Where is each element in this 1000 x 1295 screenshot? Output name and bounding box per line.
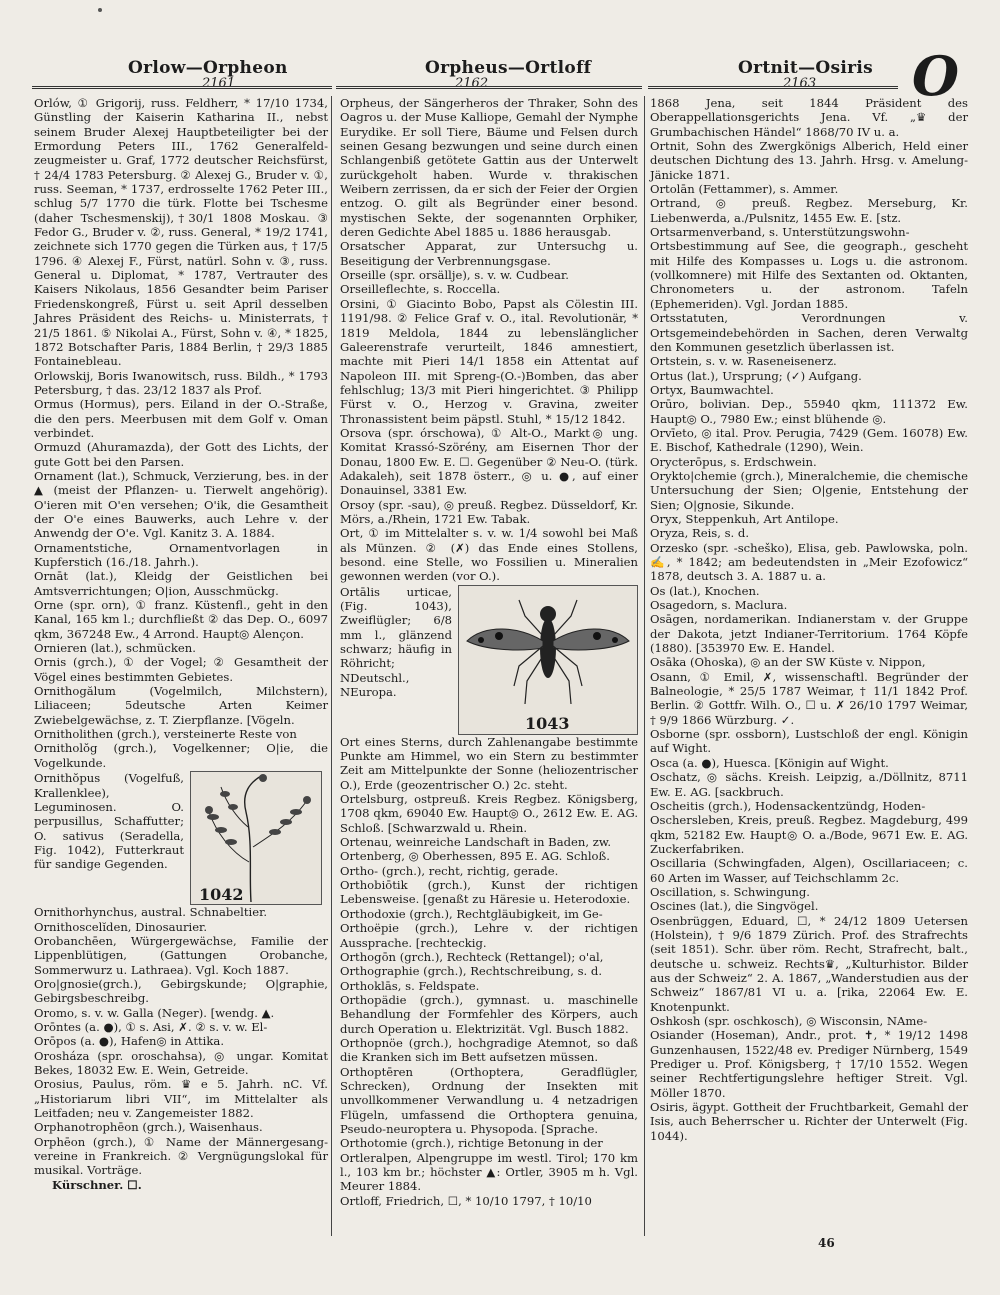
entry-orthographie: Orthographie (grch.), Rechtschreibung, s. d.: [340, 964, 603, 979]
entry-osca: Osca (a. ●), Huesca. [Königin auf Wight.: [650, 755, 889, 770]
column-center: [340, 96, 638, 1208]
right-page-number: 2163: [783, 76, 817, 91]
entry-orthopteren: Orthoptēren (Orthoptera, Geradflügler, Schrecken), Ordnung der Insekten mit unvollkommener Verwandlung u. 4 netzadrigen Flügeln, umfassend die Orthoptera genuina, Pseudo-neuroptera u. Physopoda. [Sprache.: [340, 1064, 638, 1136]
entry-orsoy: Orsoy (spr. -sau), ◎ preuß. Regbez. Düsseldorf, Kr. Mörs, a./Rhein, 1721 Ew. Tabak.: [340, 497, 638, 526]
entry-ornieren: Ornieren (lat.), schmücken.: [34, 641, 196, 656]
left-page-number: 2161: [202, 76, 236, 91]
entry-orycteropus: Orycterōpus, s. Erdschwein.: [650, 454, 817, 469]
entry-osagedorn: Osagedorn, s. Maclura.: [650, 598, 788, 613]
entry-ornament: Ornament (lat.), Schmuck, Verzierung, bes. in der ▲ (meist der Pflanzen- u. Tierwelt angehörig). O'ieren mit O'en versehen; O'ik, die Gesamtheit der O'e eines Bauwerks, auch Lehre v. der Anwendg der O'e. Vgl. Kanitz 3. A. 1884.: [34, 468, 328, 541]
entry-orontes: Orōntes (a. ●), ① s. Asi, ✗. ② s. v. w. El-: [34, 1019, 268, 1034]
entry-orthoepie: Orthoëpie (grch.), Lehre v. der richtigen Aussprache. [rechteckig.: [340, 921, 638, 950]
entry-ortenau: Ortenau, weinreiche Landschaft in Baden, zw.: [340, 835, 612, 850]
entry-oryx: Oryx, Steppenkuh, Art Antilope.: [650, 511, 839, 526]
entry-ornithopus: Ornithŏpus (Vogelfuß, Krallenklee), Leguminosen. O. perpusillus, Schaffutter; O. sativus (Seradella, Fig. 1042), Futterkraut für sandige Gegenden.: [34, 771, 184, 872]
entry-orseilleflechte: Orseilleflechte, s. Roccella.: [340, 282, 501, 297]
entry-orthobiotik: Orthobiōtik (grch.), Kunst der richtigen Lebensweise. [genaßt zu Häresie u. Heterodoxie.: [340, 878, 638, 907]
entry-ornat: Ornāt (lat.), Kleidg der Geistlichen bei Amtsverrichtungen; O|ion, Ausschmückg.: [34, 569, 328, 598]
page-footer-number: 46: [818, 1236, 835, 1250]
entry-ornitholog: Ornitholŏg (grch.), Vogelkenner; O|ie, die Vogelkunde.: [34, 741, 328, 770]
entry-orthopnoe: Orthopnöe (grch.), hochgradige Atemnot, so daß die Kranken sich im Bett aufsetzen müssen.: [340, 1035, 638, 1065]
entry-ortelsburg: Ortelsburg, ostpreuß. Kreis Regbez. Königsberg, 1708 qkm, 69040 Ew. Haupt◎ O., 2612 Ew. E. AG. Schloß. [Schwarzwald u. Rhein.: [340, 792, 638, 835]
entry-ortrand: Ortrand, ◎ preuß. Regbez. Merseburg, Kr. Liebenwerda, a./Pulsnitz, 1455 Ew. E. [stz.: [650, 196, 968, 225]
entry-ortstein: Ortstein, s. v. w. Raseneisenerz.: [650, 354, 837, 369]
entry-ornis: Ornis (grch.), ① der Vogel; ② Gesamtheit der Vögel eines bestimmten Gebietes.: [34, 655, 328, 684]
entry-oscheitis: Oscheitis (grch.), Hodensackentzündg, Hoden-: [650, 798, 926, 813]
figure-1043-label: 1043: [525, 714, 570, 734]
column-left: [34, 96, 328, 1192]
entry-oryza: Oryza, Reis, s. d.: [650, 526, 750, 541]
entry-ortloff: Ortloff, Friedrich, ☐, * 10/10 1797, † 10/10: [340, 1193, 592, 1208]
entry-orthopaedie: Orthopädie (grch.), gymnast. u. maschinelle Behandlung der Formfehler des Körpers, auch durch Operation u. Elektrizität. Vgl. Busch 1882.: [340, 992, 638, 1036]
entry-ortsarmenverband: Ortsarmenverband, s. Unterstützungswohn-: [650, 225, 910, 240]
column-divider-1: [331, 96, 332, 1236]
figure-1043-ortalis-fly: [458, 585, 638, 735]
entry-ortsstatuten: Ortsstatuten, Verordnungen v. Ortsgemeindebehörden in Sachen, deren Verwaltg den Kommunen gesetzlich überlassen ist.: [650, 311, 968, 354]
entry-orobancheen: Orobanchēen, Würgergewächse, Familie der Lippenblütigen, (Gattungen Orobanche, Sommerwurz u. Lathraea). Vgl. Koch 1887.: [34, 933, 328, 977]
entry-orvieto: Orvīeto, ◎ ital. Prov. Perugia, 7429 (Gem. 16078) Ew. E. Bischof, Kathedrale (1290), Wein.: [650, 425, 968, 455]
right-running-head: Ortnit—Osiris: [738, 58, 874, 78]
entry-orthoklas: Orthoklās, s. Feldspate.: [340, 978, 480, 993]
entry-ort: Ort, ① im Mittelalter s. v. w. 1/4 sowohl bei Maß als Münzen. ② (✗) das Ende eines Stollens, besond. eine Stelle, wo Fossilien u. Mineralien gewonnen werden (vor O.).: [340, 526, 638, 584]
entry-ornithogalum: Ornithogălum (Vogelmilch, Milchstern), Liliaceen; 5deutsche Arten Keimer Zwiebelgewächse, z. T. Zierpflanze. [Vögeln.: [34, 684, 328, 727]
entry-oschersleben: Oschersleben, Kreis, preuß. Regbez. Magdeburg, 499 qkm, 52182 Ew. Haupt◎ O. a./Bode, 9671 Ew. E. AG. Zuckerfabriken.: [650, 813, 968, 856]
column-right: [650, 96, 968, 1143]
center-running-head: Orpheus—Ortloff: [425, 58, 592, 78]
entry-ortnit: Ortnit, Sohn des Zwergkönigs Alberich, Held einer deutschen Dichtung des 13. Jahrh. Hrsg. v. Amelung-Jänicke 1871.: [650, 139, 968, 182]
entry-oshkosh: Oshkosh (spr. oschkosch), ◎ Wisconsin, NAme-: [650, 1014, 928, 1028]
entry-oroshaza: Orosháza (spr. oroschahsa), ◎ ungar. Komitat Bekes, 18032 Ew. E. Wein, Getreide.: [34, 1048, 328, 1077]
printer-signature: Kürschner. ☐.: [52, 1177, 142, 1192]
entry-oscillaria: Oscillaria (Schwingfaden, Algen), Oscillariaceen; c. 60 Arten im Wasser, auf Teichschlamm 2c.: [650, 856, 968, 885]
entry-ortyx: Ortyx, Baumwachtel.: [650, 382, 774, 397]
entry-orseille: Orseille (spr. orsällje), s. v. w. Cudbear.: [340, 268, 569, 283]
entry-oruro: Orūro, bolivian. Dep., 55940 qkm, 111372 Ew. Haupt◎ O., 7980 Ew.; einst blühende ◎.: [650, 397, 968, 426]
entry-orthodoxie: Orthodoxie (grch.), Rechtgläubigkeit, im Ge-: [340, 906, 603, 921]
entry-ortalis-urticae: Ortālis urticae, (Fig. 1043), Zweiflügler; 6/8 mm l., glänzend schwarz; häufig in Röhricht; NDeutschl., NEuropa.: [340, 584, 452, 700]
entry-orsini: Orsini, ① Giacinto Bobo, Papst als Cölestin III. 1191/98. ② Felice Graf v. O., ital. Revolutionär, * 1819 Meldola, 1844 zu lebenslänglicher Galeerenstrafe verurteilt, 1846 amnestiert, machte mit Pieri 14/1 1858 ein Attentat auf Napoleon III. mit Spreng-(O.-)Bomben, das aber fehlschlug; 13/3 mit Pieri hingerichtet. ③ Philipp Fürst v. O., Herzog v. Gravina, zweiter Thronassistent beim päpstl. Stuhl, * 15/12 1842.: [340, 296, 638, 426]
entry-orlowskij: Orlowskij, Boris Iwanowitsch, russ. Bildh., * 1793 Petersburg, † das. 23/12 1837 als Prof.: [34, 368, 328, 397]
entry-ort-eines-sterns: Ort eines Sterns, durch Zahlenangabe bestimmte Punkte am Himmel, wo ein Stern zu bestimmter Zeit am Mittelpunkte der Sonne (heliozentrischer O.), Erde (geozentrischer O.) 2c. steht.: [340, 734, 638, 792]
header-rule-center: [336, 86, 642, 89]
paper-speck: [98, 8, 102, 12]
entry-orsatscher-apparat: Orsatscher Apparat, zur Untersuchg u. Beseitigung der Verbrennungsgase.: [340, 239, 638, 268]
entry-orlow: Orlów, ① Grigorij, russ. Feldherr, * 17/10 1734, Günstling der Kaiserin Katharina II., nebst seinem Bruder Alexej Hauptbeteiligter bei der Ermordung Peters III., 1762 Generalfeld-zeugmeister u. Graf, 1772 deutscher Reichsfürst, † 24/4 1783 Petersburg. ② Alexej G., Bruder v. ①, russ. Seeman, * 1737, erdrosselte 1762 Peter III., schlug 5/7 1770 die türk. Flotte bei Tschesme (daher Tschesmenskij),†30/1 1808 Moskau. ③ Fedor G., Bruder v. ②, russ. General, * 19/2 1741, zeichnete sich 1770 gegen die Türken aus, † 17/5 1796. ④ Alexej F., Fürst, natürl. Sohn v. ③, russ. General u. Diplomat, * 1787, Vertrauter des Kaisers Nikolaus, 1856 Gesandter beim Pariser Friedenskongreß, Fürst u. seit April desselben Jahres Präsident des Reichs- u. Ministerrats, † 21/5 1861. ⑤ Nikolai A., Fürst, Sohn v. ④, * 1825, 1872 Botschafter Paris, 1884 Berlin, † 29/3 1885 Fontainebleau.: [34, 96, 328, 369]
section-letter: O: [912, 44, 960, 108]
header-rule-right: [648, 86, 898, 89]
entry-ormuzd: Ormuzd (Ahuramazda), der Gott des Lichts, der gute Gott bei den Parsen.: [34, 440, 328, 469]
entry-ortus: Ortus (lat.), Ursprung; (✓) Aufgang.: [650, 368, 862, 383]
entry-ormus: Ormus (Hormus), pers. Eiland in der O.-Straße, die den pers. Meerbusen mit dem Golf v. Oman verbindet.: [34, 397, 328, 440]
header-rule-left: [32, 86, 332, 89]
entry-oscines: Oscines (lat.), die Singvögel.: [650, 899, 819, 914]
entry-ortsbestimmung: Ortsbestimmung auf See, die geograph., gescheht mit Hilfe des Kompasses u. Logs u. die astronom. (vollkomnere) mit Hilfe des Sextanten od. Oktanten, Chronometers u. der astronom. Tafeln (Ephemeriden). Vgl. Jordan 1885.: [650, 239, 968, 311]
entry-oropos: Orōpos (a. ●), Hafen◎ in Attika.: [34, 1034, 225, 1049]
left-running-head: Orlow—Orpheon: [128, 58, 288, 78]
entry-osagen: Osāgen, nordamerikan. Indianerstam v. der Gruppe der Dakota, jetzt Indianer-Territorium. 1764 Köpfe (1880). [353970 Ew. E. Handel.: [650, 612, 968, 656]
entry-orognosie: Oro|gnosie(grch.), Gebirgskunde; O|graphie, Gebirgsbeschreibg.: [34, 976, 328, 1006]
entry-orpheus: Orpheus, der Sängerheros der Thraker, Sohn des Oagros u. der Muse Kalliope, Gemahl der Nymphe Eurydike. Er soll Tiere, Bäume und Felsen durch seinen Gesang bezwungen und seine durch einen Schlangenbiß getötete Gattin aus der Unterwelt zurückgeholt haben. Wurde v. thrakischen Weibern zerrissen, da er sich der Feier der Orgien entzog. O. gilt als Begründer einer besond. mystischen Sekte, der sogenannten Orphiker, deren Gedichte Abel 1885 u. 1886 herausgab.: [340, 96, 638, 240]
entry-ornithosceliden: Ornithoscelĭden, Dinosaurier.: [34, 919, 208, 934]
entry-osiander: Osiander (Hoseman), Andr., prot. ✝, * 19/12 1498 Gunzenhausen, 1522/48 ev. Prediger Nürnberg, 1549 Prediger u. Prof. Königsberg, † 17/10 1552. Wegen seiner Rechtfertigungslehre heftiger Streit. Vgl. Möller 1870.: [650, 1028, 968, 1100]
entry-orosius: Orosius, Paulus, röm. ♛ e 5. Jahrh. nC. Vf. „Historiarum libri VII“, im Mittelalter als Leitfaden; neu v. Zangemeister 1882.: [34, 1077, 328, 1120]
entry-osann: Osann, ① Emil, ✗, wissenschaftl. Begründer der Balneologie, * 25/5 1787 Weimar, † 11/1 1842 Prof. Berlin. ② Gottfr. Wilh. O., ☐ u. ✗ 26/10 1797 Weimar, † 9/9 1866 Würzburg. ✓.: [650, 669, 968, 727]
entry-osenbrueggen: Osenbrüggen, Eduard, ☐, * 24/12 1809 Uetersen (Holstein), † 9/6 1879 Zürich. Prof. des Strafrechts (seit 1851). Schr. über röm. Recht, Strafrecht, balt., deutsche u. schweiz. Rechts♛, „Kulturhistor. Bilder aus der Schweiz“ 2. A. 1867, „Wanderstudien aus der Schweiz“ 1867/81 VI u. a. [rika, 22064 Ew. E. Knotenpunkt.: [650, 913, 968, 1014]
entry-orthogon: Orthogōn (grch.), Rechteck (Rettangel); o'al,: [340, 949, 604, 964]
entry-ornitholithen: Ornitholithen (grch.), versteinerte Reste von: [34, 727, 297, 742]
entry-oryktochemie: Orykto|chemie (grch.), Mineralchemie, die chemische Untersuchung der Sien; O|genie, Entstehung der Sien; O|gnosie, Sikunde.: [650, 468, 968, 512]
figure-1042-label: 1042: [199, 884, 244, 904]
entry-orpheon: Orphēon (grch.), ① Name der Männergesang-vereine in Frankreich. ② Vergnügungslokal für musikal. Vorträge.: [34, 1134, 328, 1178]
entry-ortolan: Ortolān (Fettammer), s. Ammer.: [650, 182, 839, 197]
entry-orsova: Orsova (spr. órschowa), ① Alt-O., Markt◎ ung. Komitat Krassó-Szörény, am Eisernen Thor der Donau, 1800 Ew. E. ☐. Gegenüber ② Neu-O. (türk. Adakaleh), seit 1878 österr., ◎ u. ●, auf einer Donauinsel, 3381 Ew.: [340, 425, 638, 498]
entry-orphanotropheon: Orphanotrophēon (grch.), Waisenhaus.: [34, 1120, 263, 1135]
fly-illustration: [459, 586, 637, 734]
entry-oschatz: Oschatz, ◎ sächs. Kreish. Leipzig, a./Döllnitz, 8711 Ew. E. AG. [sackbruch.: [650, 770, 968, 799]
entry-os: Os (lat.), Knochen.: [650, 583, 760, 598]
entry-osborne: Osborne (spr. ossborn), Lustschloß der engl. Königin auf Wight.: [650, 727, 968, 756]
entry-orzesko: Orzesko (spr. -scheško), Elisa, geb. Pawlowska, poln. ✍, * 1842; am bedeutendsten in „Meir Ezofowicz“ 1878, deutsch 3. A. 1887 u. a.: [650, 540, 968, 584]
entry-oscillation: Oscillation, s. Schwingung.: [650, 884, 810, 899]
entry-ortleralpen: Ortleralpen, Alpengruppe im westl. Tirol; 170 km l., 103 km br.; höchster ▲: Ortler, 3905 m h. Vgl. Meurer 1884.: [340, 1150, 638, 1194]
entry-ortho: Ortho- (grch.), recht, richtig, gerade.: [340, 863, 559, 878]
entry-ornamentstiche: Ornamentstiche, Ornamentvorlagen in Kupferstich (16./18. Jahrh.).: [34, 540, 328, 569]
entry-osiris: Osiris, ägypt. Gottheit der Fruchtbarkeit, Gemahl der Isis, auch Beherrscher u. Richter der Unterwelt (Fig. 1044).: [650, 1100, 968, 1143]
entry-orne: Orne (spr. orn), ① franz. Küstenfl., geht in den Kanal, 165 km l.; durchfließt ② das Dep. O., 6097 qkm, 367248 Ew., 4 Arrond. Haupt◎ Alençon.: [34, 598, 328, 641]
center-page-number: 2162: [455, 76, 489, 91]
entry-ortenberg: Ortenberg, ◎ Oberhessen, 895 E. AG. Schloß.: [340, 849, 610, 864]
figure-1042-seradella: [190, 771, 322, 905]
column-divider-2: [644, 96, 645, 1236]
entry-osaka: Osāka (Ohoska), ◎ an der SW Küste v. Nippon,: [650, 655, 926, 670]
entry-ornithorhynchus: Ornithorhynchus, austral. Schnabeltier.: [34, 905, 268, 920]
entry-oromo: Oromo, s. v. w. Galla (Neger). [wendg. ▲.: [34, 1005, 275, 1020]
entry-ortloff-cont: 1868 Jena, seit 1844 Präsident des Oberappellationsgerichts Jena. Vf. „♛ der Grumbachischen Händel“ 1868/70 IV u. a.: [650, 96, 968, 139]
entry-orthotomie: Orthotomie (grch.), richtige Betonung in der: [340, 1136, 603, 1151]
